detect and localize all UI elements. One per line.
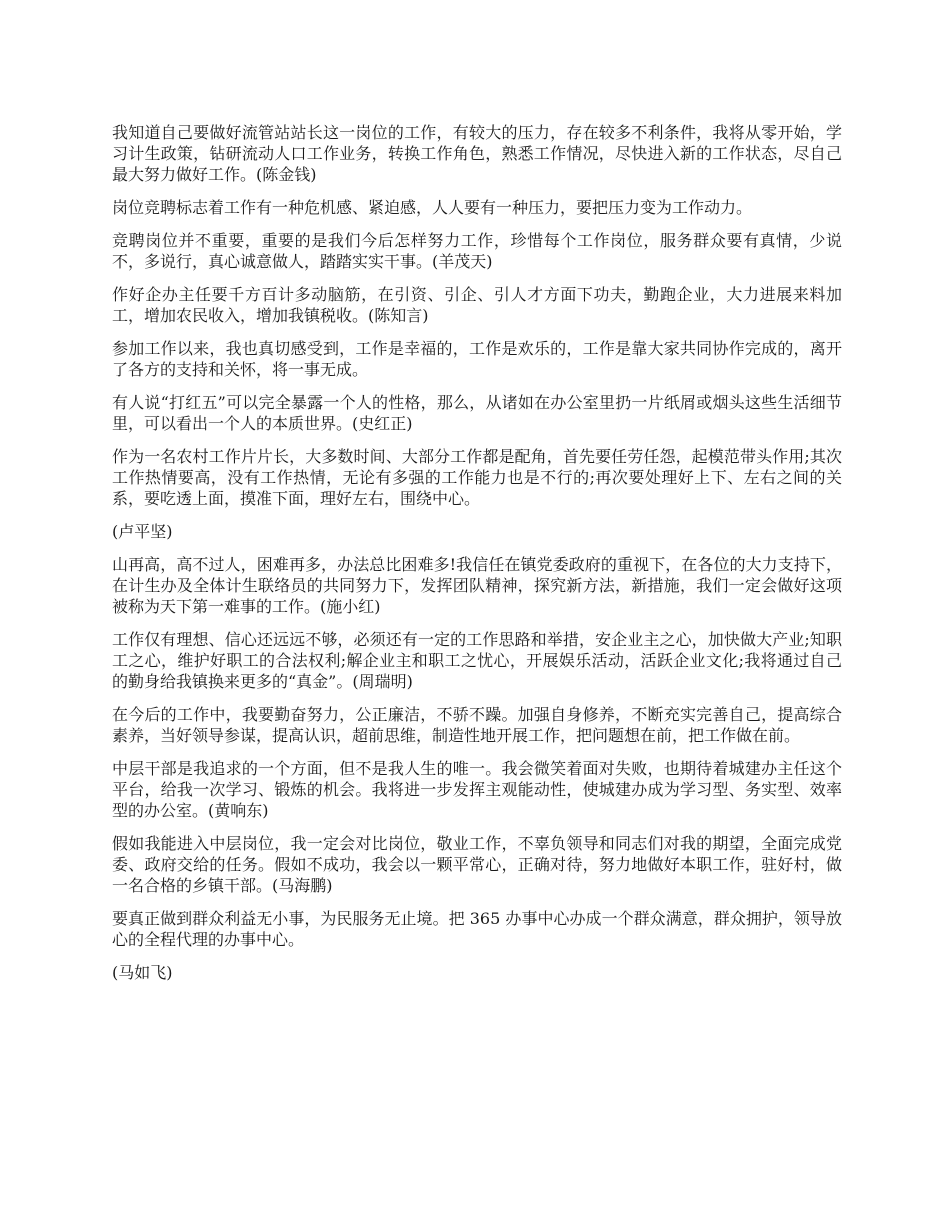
paragraph: 竞聘岗位并不重要，重要的是我们今后怎样努力工作，珍惜每个工作岗位，服务群众要有真情，少说不，多说行，真心诚意做人，踏踏实实干事。(羊茂天) — [112, 231, 842, 271]
paragraph: 我知道自己要做好流管站站长这一岗位的工作，有较大的压力，存在较多不利条件，我将从零开始，学习计生政策，钻研流动人口工作业务，转换工作角色，熟悉工作情况，尽快进入新的工作状态，尽自己最大努力做好工作。(陈金钱) — [112, 123, 842, 184]
paragraph: 作好企办主任要千方百计多动脑筋，在引资、引企、引人才方面下功夫，勤跑企业，大力进展来料加工，增加农民收入，增加我镇税收。(陈知言) — [112, 285, 842, 325]
paragraph: 在今后的工作中，我要勤奋努力，公正廉洁，不骄不躁。加强自身修养，不断充实完善自己，提高综合素养，当好领导参谋，提高认识，超前思维，制造性地开展工作，把问题想在前，把工作做在前。 — [112, 705, 842, 745]
paragraph-attribution: (卢平坚) — [112, 522, 173, 541]
paragraph: 山再高，高不过人，困难再多，办法总比困难多!我信任在镇党委政府的重视下，在各位的大力支持下，在计生办及全体计生联络员的共同努力下，发挥团队精神，探究新方法，新措施，我们一定会做好这项被称为天下第一难事的工作。(施小红) — [112, 555, 842, 616]
paragraph: 假如我能进入中层岗位，我一定会对比岗位，敬业工作，不辜负领导和同志们对我的期望，全面完成党委、政府交给的任务。假如不成功，我会以一颗平常心，正确对待，努力地做好本职工作，驻好村，做一名合格的乡镇干部。(马海鹏) — [112, 834, 842, 895]
paragraph: 有人说“打红五”可以完全暴露一个人的性格，那么，从诸如在办公室里扔一片纸屑或烟头这些生活细节里，可以看出一个人的本质世界。(史红正) — [112, 393, 842, 433]
paragraph: 作为一名农村工作片片长，大多数时间、大部分工作都是配角，首先要任劳任怨，起模范带头作用;其次工作热情要高，没有工作热情，无论有多强的工作能力也是不行的;再次要处理好上下、左右之间的关系，要吃透上面，摸准下面，理好左右，围绕中心。 — [112, 447, 842, 508]
paragraph: 要真正做到群众利益无小事，为民服务无止境。把 365 办事中心办成一个群众满意，群众拥护，领导放心的全程代理的办事中心。 — [112, 909, 842, 949]
document-body — [112, 122, 842, 995]
paragraph: 参加工作以来，我也真切感受到，工作是幸福的，工作是欢乐的，工作是靠大家共同协作完成的，离开了各方的支持和关怀，将一事无成。 — [112, 339, 842, 379]
paragraph: 岗位竞聘标志着工作有一种危机感、紧迫感，人人要有一种压力，要把压力变为工作动力。 — [112, 198, 753, 217]
paragraph: 中层干部是我追求的一个方面，但不是我人生的唯一。我会微笑着面对失败，也期待着城建办主任这个平台，给我一次学习、锻炼的机会。我将进一步发挥主观能动性，使城建办成为学习型、务实型、效率型的办公室。(黄响东) — [112, 759, 842, 820]
paragraph: 工作仅有理想、信心还远远不够，必须还有一定的工作思路和举措，安企业主之心，加快做大产业;知职工之心，维护好职工的合法权利;解企业主和职工之忧心，开展娱乐活动，活跃企业文化;我将通过自己的勤身给我镇换来更多的“真金”。(周瑞明) — [112, 630, 842, 691]
paragraph-attribution: (马如飞) — [112, 963, 173, 982]
